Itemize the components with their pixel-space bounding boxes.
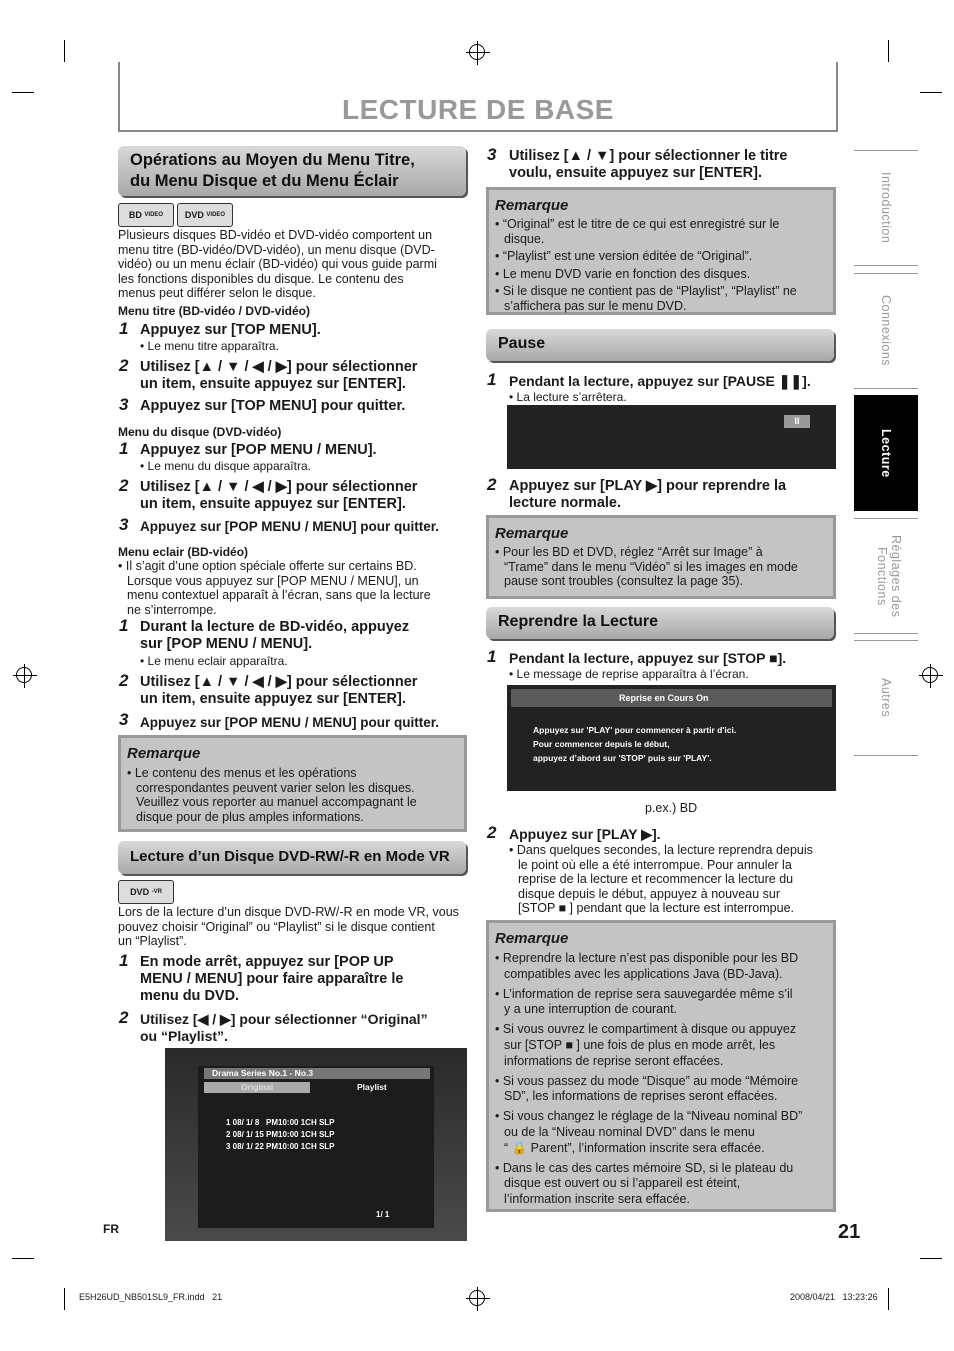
text-line: menus peut différer selon le disque. [118, 286, 316, 300]
step-number: 2 [119, 1008, 129, 1027]
step-line: un item, ensuite appuyez sur [ENTER]. [140, 496, 406, 512]
step-number: 2 [487, 823, 497, 842]
disc-sublabel: -VR [151, 889, 162, 895]
step-line: un item, ensuite appuyez sur [ENTER]. [140, 691, 406, 707]
text-line: • “Original” est le titre de ce qui est enregistré sur le [495, 217, 780, 231]
text-line: • Pour les BD et DVD, réglez “Arrêt sur Image” à [495, 545, 763, 559]
step-text [140, 479, 417, 513]
step-text: Pendant la lecture, appuyez sur [PAUSE ❚❚]. [509, 373, 811, 389]
section-title: Reprendre la Lecture [498, 613, 659, 630]
text-line: disque depuis le début, appuyez à nouveau sur [518, 886, 780, 901]
text-line: disque pour de plus amples informations. [136, 809, 364, 824]
dvd-vr-disc-icon [118, 880, 174, 904]
list-row[interactable]: 1 08/ 1/ 8 PM10:00 1CH SLP [226, 1118, 335, 1127]
step-text: Appuyez sur [TOP MENU] pour quitter. [140, 398, 406, 414]
text-line: un “Playlist”. [118, 934, 187, 948]
step-number: 2 [119, 356, 129, 375]
section-title: Lecture d’un Disque DVD-RW/-R en Mode VR [130, 848, 450, 865]
step-number: 1 [487, 647, 497, 666]
subheading-menu-eclair: Menu eclair (BD-vidéo) [118, 545, 249, 559]
text-line: informations de reprise seront effacées. [504, 1053, 724, 1068]
step-number: 2 [119, 476, 129, 495]
crop-mark [64, 40, 65, 62]
step-line: MENU / MENU] pour faire apparaître le [140, 971, 404, 987]
step-text: Appuyez sur [TOP MENU]. [140, 322, 321, 338]
remark-title: Remarque [127, 745, 201, 762]
step-line: Utilisez [◀ / ▶] pour sélectionner “Original” [140, 1011, 428, 1027]
remark-text [495, 951, 831, 1208]
text-line: “Trame” dans le menu “Vidéo” si les images en mode [504, 559, 798, 574]
text-line: y a une interruption de courant. [504, 1002, 678, 1017]
text-line: Veuillez vous reporter au manuel accompagnant le [136, 795, 417, 809]
step-number: 3 [487, 145, 497, 164]
disc-sublabel: VIDEO [206, 212, 226, 218]
text-line: • Le contenu des menus et les opérations [127, 766, 357, 780]
step-line: Durant la lecture de BD-vidéo, appuyez [140, 619, 410, 635]
text-line: le point où elle a été interrompue. Pour annuler la [518, 857, 792, 872]
page-indicator: 1/ 1 [376, 1210, 390, 1219]
step-line: menu du DVD. [140, 988, 240, 1004]
text-line: pouvez choisir “Original” ou “Playlist” si le disque contient [118, 919, 435, 934]
text-line: • Si vous changez le réglage de la “Niveau nominal BD” [495, 1109, 803, 1124]
menu-eclair-description [118, 559, 470, 617]
remark-box [486, 515, 836, 599]
tab-autres[interactable] [854, 640, 918, 756]
text-line: disque. [504, 231, 545, 246]
resume-message-line: appuyez d’abord sur 'STOP' puis sur 'PLAY'. [533, 753, 712, 763]
step-number: 3 [119, 395, 129, 414]
remark-title: Remarque [495, 197, 569, 214]
bd-video-disc-icon [118, 203, 174, 227]
list-row[interactable]: 3 08/ 1/ 22 PM10:00 1CH SLP [226, 1142, 335, 1151]
step-line: ou “Playlist”. [140, 1028, 228, 1044]
text-line: Lors de la lecture d’un disque DVD-RW/-R en mode VR, vous [118, 905, 459, 919]
page-title: LECTURE DE BASE [342, 94, 614, 125]
disc-label: DVD [130, 887, 150, 897]
text-line: • Dans le cas des cartes mémoire SD, si le plateau du [495, 1160, 794, 1175]
crop-mark [888, 40, 889, 62]
remark-box [486, 187, 836, 315]
text-line: • Reprendre la lecture n’est pas disponible pour les BD [495, 951, 799, 965]
step-subtext: • Le message de reprise apparaîtra à l’écran. [509, 667, 749, 681]
step-line: sur [POP MENU / MENU]. [140, 636, 313, 652]
step-text: Pendant la lecture, appuyez sur [STOP ■]. [509, 650, 787, 666]
text-line: SD”, les informations de reprises seront effacées. [504, 1089, 778, 1104]
footer-timestamp: 2008/04/21 13:23:26 [790, 1292, 878, 1302]
text-line: • L’information de reprise sera sauvegardée même s’il [495, 986, 793, 1001]
text-line: Lorsque vous appuyez sur [POP MENU / MENU], un [127, 573, 419, 588]
section-header-menus [118, 146, 466, 196]
tab-label: Autres [879, 678, 893, 718]
disc-label: DVD [184, 210, 204, 220]
section-header-reprendre [486, 607, 834, 639]
step-number: 1 [119, 951, 129, 970]
resume-message-line: Pour commencer depuis le début, [533, 739, 670, 749]
section-title-line: Opérations au Moyen du Menu Titre, [130, 151, 415, 169]
list-row[interactable]: 2 08/ 1/ 15 PM10:00 1CH SLP [226, 1130, 335, 1139]
step-number: 1 [119, 616, 129, 635]
registration-mark-icon [469, 44, 485, 60]
section-title-line: du Menu Disque et du Menu Éclair [130, 172, 399, 190]
resume-message-line: Appuyez sur 'PLAY' pour commencer à partir d'ici. [533, 725, 737, 735]
text-line: • Dans quelques secondes, la lecture reprendra depuis [509, 843, 813, 857]
disc-sublabel: VIDEO [144, 212, 164, 218]
tab-label: Réglages des Fonctions [875, 534, 903, 618]
tab-reglages[interactable] [854, 518, 918, 634]
step-subtext: • Le menu du disque apparaîtra. [140, 459, 311, 473]
tab-label: Introduction [879, 172, 893, 244]
crop-mark [920, 92, 942, 93]
crop-mark [12, 92, 34, 93]
step-subtext: • Le menu eclair apparaîtra. [140, 654, 288, 668]
text-line: disque est ouvert ou si l’appareil est éteint, [504, 1176, 741, 1191]
step-line: un item, ensuite appuyez sur [ENTER]. [140, 376, 406, 392]
text-line: • Si vous ouvrez le compartiment à disque ou appuyez [495, 1022, 797, 1037]
tab-label: Connexions [879, 295, 893, 367]
text-line: vidéo) ou un menu éclair (BD-vidéo) qui vous guide parmi [118, 257, 437, 271]
step-text [140, 954, 403, 1005]
text-line: pause sont troubles (consultez la page 35). [504, 574, 744, 588]
step-text: Appuyez sur [POP MENU / MENU] pour quitter. [140, 715, 440, 730]
remark-text [495, 217, 830, 313]
text-line: ne s’interrompe. [127, 602, 217, 617]
step-subtext [509, 843, 839, 916]
dvd-menu-screenshot [165, 1048, 467, 1241]
footer-file-info: E5H26UD_NB501SL9_FR.indd 21 [79, 1292, 223, 1302]
screen-title: Drama Series No.1 - No.3 [212, 1068, 314, 1078]
subheading-menu-titre: Menu titre (BD-vidéo / DVD-vidéo) [118, 304, 311, 318]
tab-playlist[interactable]: Playlist [357, 1082, 387, 1092]
pause-icon: II [784, 415, 810, 428]
text-line: compatibles avec les applications Java (BD-Java). [504, 966, 783, 981]
section-title: Pause [498, 335, 546, 352]
text-line: • Il s’agit d’une option spéciale offerte sur certains BD. [118, 559, 417, 573]
text-line: menu contextuel apparaît à l’écran, sans que la lecture [127, 588, 431, 602]
text-line: [STOP ■ ] pendant que la lecture est interrompue. [518, 901, 794, 915]
step-number: 3 [119, 710, 129, 729]
step-line: lecture normale. [509, 495, 622, 511]
text-line: l’information inscrite sera effacée. [504, 1192, 690, 1207]
crop-mark [888, 1288, 889, 1310]
tab-label: Lecture [879, 428, 893, 478]
resume-header: Reprise en Cours On [511, 689, 832, 707]
step-line: Utilisez [▲ / ▼ / ◀ / ▶] pour sélectionner [140, 674, 418, 690]
section-header-dvd-vr [118, 841, 466, 874]
step-text: Appuyez sur [PLAY ▶]. [509, 826, 661, 842]
step-number: 2 [119, 671, 129, 690]
intro-paragraph [118, 228, 470, 301]
step-number: 1 [119, 319, 129, 338]
text-line: correspondantes peuvent varier selon les disques. [136, 780, 415, 795]
remark-box [486, 920, 836, 1212]
step-text [140, 1011, 428, 1045]
remark-box [118, 735, 467, 832]
text-line: les fonctions disponibles du disque. Le contenu des [118, 271, 404, 286]
text-line: menu titre (BD-vidéo/DVD-vidéo), un menu disque (DVD- [118, 242, 435, 257]
remark-title: Remarque [495, 525, 569, 542]
text-line: s’affichera pas sur le menu DVD. [504, 298, 687, 313]
step-subtext: • La lecture s’arrêtera. [509, 390, 627, 404]
text-line: • “Playlist” est une version éditée de “Original”. [495, 249, 753, 263]
step-text: Appuyez sur [POP MENU / MENU] pour quitter. [140, 519, 440, 534]
disc-label: BD [128, 210, 142, 220]
step-line: Utilisez [▲ / ▼] pour sélectionner le titre [509, 148, 788, 164]
tab-introduction[interactable] [854, 150, 918, 266]
language-label: FR [103, 1222, 119, 1236]
registration-mark-icon [922, 667, 938, 683]
screenshot-caption: p.ex.) BD [645, 801, 698, 815]
text-line: • Le menu DVD varie en fonction des disques. [495, 266, 751, 281]
step-text [509, 478, 786, 512]
crop-mark [64, 1288, 65, 1310]
step-number: 3 [119, 515, 129, 534]
text-line: Plusieurs disques BD-vidéo et DVD-vidéo comportent un [118, 228, 433, 242]
text-line: ou de la “Niveau nominal DVD” dans le menu [504, 1124, 755, 1139]
registration-mark-icon [469, 1290, 485, 1306]
step-line: Utilisez [▲ / ▼ / ◀ / ▶] pour sélectionner [140, 359, 418, 375]
step-line: Appuyez sur [PLAY ▶] pour reprendre la [509, 478, 787, 494]
section-header-pause [486, 329, 834, 361]
tab-lecture[interactable] [854, 395, 918, 511]
step-line: En mode arrêt, appuyez sur [POP UP [140, 954, 394, 970]
step-text [140, 619, 409, 653]
step-text [140, 359, 417, 393]
dvd-video-disc-icon [177, 203, 233, 227]
remark-text [495, 545, 830, 589]
subheading-menu-disque: Menu du disque (DVD-vidéo) [118, 425, 282, 439]
text-line: • Si le disque ne contient pas de “Playlist”, “Playlist” ne [495, 284, 797, 298]
step-text: Appuyez sur [POP MENU / MENU]. [140, 442, 377, 458]
step-number: 2 [487, 475, 497, 494]
vr-intro-paragraph [118, 905, 472, 949]
tab-connexions[interactable] [854, 273, 918, 389]
remark-text [127, 766, 462, 824]
text-line: “ 🔒 Parent”, l’information inscrite sera effacée. [504, 1140, 765, 1155]
text-line: sur [STOP ■ ] une fois de plus en mode arrêt, les [504, 1037, 776, 1052]
step-text [140, 674, 417, 708]
step-number: 1 [487, 370, 497, 389]
resume-screenshot [507, 685, 836, 791]
crop-mark [920, 1258, 942, 1259]
page-number: 21 [838, 1221, 861, 1243]
pause-screenshot [507, 405, 836, 469]
text-line: reprise de la lecture et recommencer la lecture du [518, 872, 794, 886]
text-line: • Si vous passez du mode “Disque” au mode “Mémoire [495, 1073, 799, 1088]
step-text [509, 148, 787, 182]
step-subtext: • Le menu titre apparaîtra. [140, 339, 279, 353]
remark-title: Remarque [495, 930, 569, 947]
registration-mark-icon [16, 667, 32, 683]
step-number: 1 [119, 439, 129, 458]
step-line: Utilisez [▲ / ▼ / ◀ / ▶] pour sélectionner [140, 479, 418, 495]
crop-mark [12, 1258, 34, 1259]
step-line: voulu, ensuite appuyez sur [ENTER]. [509, 165, 762, 181]
tab-original[interactable]: Original [204, 1082, 310, 1093]
